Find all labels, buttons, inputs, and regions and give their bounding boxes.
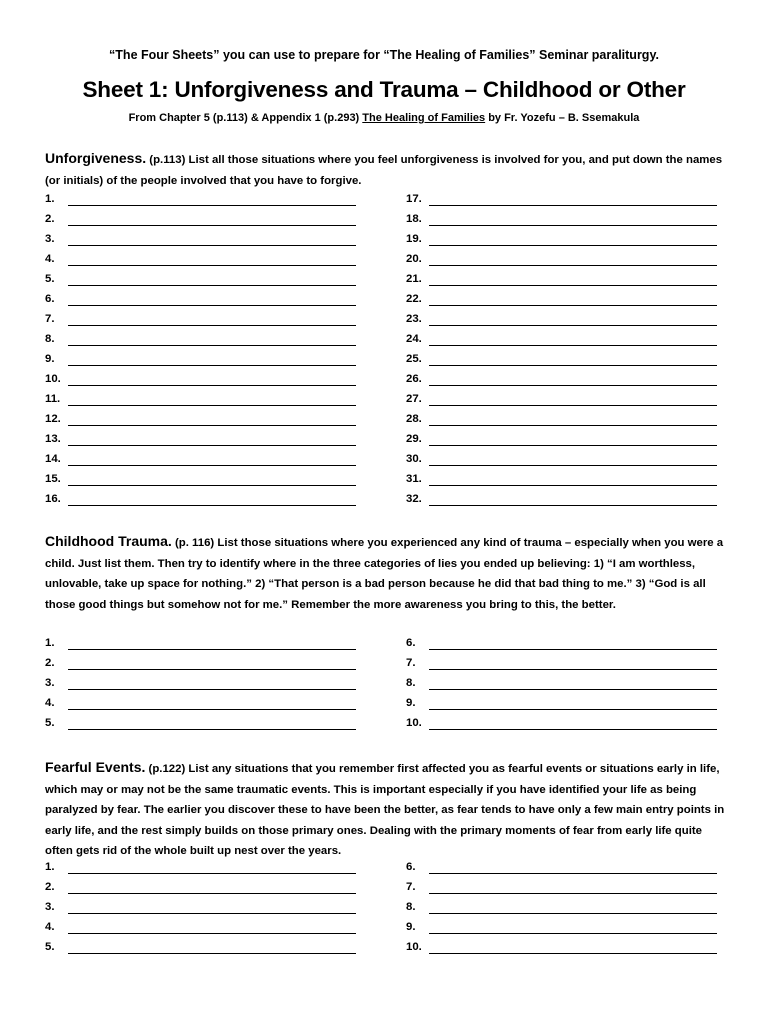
section-heading: Childhood Trauma. [45, 533, 172, 549]
intro-line: “The Four Sheets” you can use to prepare for “The Healing of Families” Seminar paraliturgy. [109, 48, 659, 62]
write-in-line[interactable] [68, 305, 356, 306]
item-number: 9. [45, 353, 55, 365]
item-number: 13. [45, 433, 61, 445]
item-number: 18. [406, 213, 422, 225]
write-in-line[interactable] [429, 669, 717, 670]
write-in-line[interactable] [68, 649, 356, 650]
write-in-line[interactable] [68, 953, 356, 954]
write-in-line[interactable] [429, 225, 717, 226]
write-in-line[interactable] [68, 405, 356, 406]
source-prefix: From Chapter 5 (p.113) & Appendix 1 (p.293) [128, 112, 363, 124]
item-number: 3. [45, 233, 55, 245]
item-number: 14. [45, 453, 61, 465]
item-number: 24. [406, 333, 422, 345]
item-number: 16. [45, 493, 61, 505]
page-title: Sheet 1: Unforgiveness and Trauma – Childhood or Other [82, 77, 686, 102]
item-number: 6. [406, 637, 416, 649]
source-suffix: by Fr. Yozefu – B. Ssemakula [485, 112, 640, 124]
write-in-line[interactable] [429, 689, 717, 690]
write-in-line[interactable] [429, 405, 717, 406]
item-number: 28. [406, 413, 422, 425]
write-in-line[interactable] [68, 729, 356, 730]
item-number: 1. [45, 193, 55, 205]
section-text: (p.113) List all those situations where you feel unforgiveness is involved for you, and put down the names (or initials) of the people involved that you have to forgive. [45, 154, 723, 187]
write-in-line[interactable] [429, 425, 717, 426]
item-number: 3. [45, 901, 55, 913]
item-number: 6. [45, 293, 55, 305]
write-in-line[interactable] [429, 729, 717, 730]
write-in-line[interactable] [68, 365, 356, 366]
book-title: The Healing of Families [362, 112, 486, 124]
item-number: 32. [406, 493, 422, 505]
item-number: 19. [406, 233, 422, 245]
write-in-line[interactable] [68, 325, 356, 326]
item-number: 4. [45, 697, 55, 709]
item-number: 4. [45, 921, 55, 933]
write-in-line[interactable] [429, 445, 717, 446]
write-in-line[interactable] [68, 285, 356, 286]
write-in-line[interactable] [429, 953, 717, 954]
item-number: 17. [406, 193, 422, 205]
item-number: 2. [45, 657, 55, 669]
write-in-line[interactable] [429, 505, 717, 506]
write-in-line[interactable] [429, 305, 717, 306]
item-number: 10. [45, 373, 61, 385]
write-in-line[interactable] [68, 893, 356, 894]
write-in-line[interactable] [68, 709, 356, 710]
item-number: 7. [406, 881, 416, 893]
item-number: 9. [406, 921, 416, 933]
item-number: 1. [45, 637, 55, 649]
item-number: 29. [406, 433, 422, 445]
item-number: 27. [406, 393, 422, 405]
item-number: 12. [45, 413, 61, 425]
write-in-line[interactable] [429, 933, 717, 934]
item-number: 7. [406, 657, 416, 669]
write-in-line[interactable] [429, 245, 717, 246]
section-text: (p.122) List any situations that you remember first affected you as fearful events or situations early in life, which may or may not be the same traumatic events. This is important especially if you have identified your life as being paralyzed by fear. The earlier you discover these to have been the better, as fear tends to have only a few main entry points in early life, and the rest simply builds on those primary ones. Dealing with the primary moments of fear from early life quite often gets rid of the whole built up nest over the years. [45, 763, 725, 857]
write-in-line[interactable] [68, 913, 356, 914]
section-heading: Unforgiveness. [45, 150, 147, 166]
write-in-line[interactable] [68, 345, 356, 346]
write-in-line[interactable] [68, 205, 356, 206]
item-number: 7. [45, 313, 55, 325]
item-number: 26. [406, 373, 422, 385]
item-number: 23. [406, 313, 422, 325]
item-number: 3. [45, 677, 55, 689]
item-number: 15. [45, 473, 61, 485]
item-number: 21. [406, 273, 422, 285]
write-in-line[interactable] [429, 913, 717, 914]
item-number: 6. [406, 861, 416, 873]
item-number: 2. [45, 213, 55, 225]
write-in-line[interactable] [429, 345, 717, 346]
write-in-line[interactable] [68, 669, 356, 670]
item-number: 8. [406, 901, 416, 913]
item-number: 30. [406, 453, 422, 465]
item-number: 10. [406, 941, 422, 953]
write-in-line[interactable] [68, 485, 356, 486]
write-in-line[interactable] [68, 245, 356, 246]
write-in-line[interactable] [68, 465, 356, 466]
write-in-line[interactable] [429, 709, 717, 710]
item-number: 5. [45, 717, 55, 729]
item-number: 10. [406, 717, 422, 729]
write-in-line[interactable] [68, 385, 356, 386]
write-in-line[interactable] [429, 485, 717, 486]
write-in-line[interactable] [429, 873, 717, 874]
item-number: 20. [406, 253, 422, 265]
write-in-line[interactable] [68, 445, 356, 446]
write-in-line[interactable] [429, 649, 717, 650]
childhood-trauma-instructions [45, 531, 725, 615]
item-number: 22. [406, 293, 422, 305]
source-line [0, 112, 768, 124]
fearful-events-instructions [45, 757, 725, 862]
item-number: 5. [45, 273, 55, 285]
write-in-line[interactable] [429, 265, 717, 266]
write-in-line[interactable] [429, 205, 717, 206]
write-in-line[interactable] [68, 265, 356, 266]
write-in-line[interactable] [429, 385, 717, 386]
item-number: 1. [45, 861, 55, 873]
write-in-line[interactable] [68, 873, 356, 874]
write-in-line[interactable] [68, 933, 356, 934]
write-in-line[interactable] [68, 225, 356, 226]
item-number: 25. [406, 353, 422, 365]
write-in-line[interactable] [68, 505, 356, 506]
item-number: 2. [45, 881, 55, 893]
unforgiveness-instructions [45, 148, 725, 191]
item-number: 11. [45, 393, 61, 405]
write-in-line[interactable] [68, 689, 356, 690]
write-in-line[interactable] [429, 365, 717, 366]
write-in-line[interactable] [429, 285, 717, 286]
item-number: 5. [45, 941, 55, 953]
item-number: 9. [406, 697, 416, 709]
section-text: (p. 116) List those situations where you experienced any kind of trauma – especially when you were a child. Just list them. Then try to identify where in the three categories of lies you ended up believing: 1) “I am worthless, unlovable, take up space for nothing.” 2) “That person is a bad person because he did that bad thing to me.” 3) “God is all those good things but somehow not for me.” Remember the more awareness you bring to this, the better. [45, 537, 724, 611]
write-in-line[interactable] [68, 425, 356, 426]
item-number: 8. [406, 677, 416, 689]
write-in-line[interactable] [429, 893, 717, 894]
section-heading: Fearful Events. [45, 759, 146, 775]
item-number: 31. [406, 473, 422, 485]
item-number: 4. [45, 253, 55, 265]
item-number: 8. [45, 333, 55, 345]
write-in-line[interactable] [429, 325, 717, 326]
write-in-line[interactable] [429, 465, 717, 466]
